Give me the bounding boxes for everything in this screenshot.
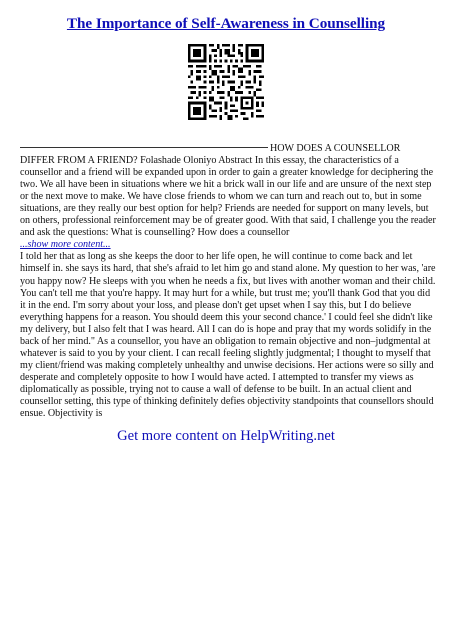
helpwriting-link[interactable]: Get more content on HelpWriting.net	[117, 428, 335, 444]
abstract-text: HOW DOES A COUNSELLOR DIFFER FROM A FRIEND? Folashade Oloniyo Abstract In this essay, the characteristics of a counsellor and a friend will be expanded upon in order to gain a greater knowledge for deciphering the two. We all have been in situations where we hit a brick wall in our life and are unsure of the next step or the next move to make. We have close friends to whom we can turn and reach out to, but in some situations, are they really our best option for help? Friends are needed for support on many levels, but on others, professional reinforcement may be of greater good. With that said, I challenge you the reader and ask the questions: What is counselling? How does a counsellor	[20, 143, 436, 239]
qr-code-icon	[188, 44, 264, 120]
continued-text: I told her that as long as she keeps the door to her life open, he will continue to come back and let himself in. she says its hard, that she's afraid to let him go and stand alone. My question to her was, 'are you happy now? He sleeps with you when he needs a fix, but lives with another woman and their child. You can't tell me that you're happy. It may hurt for a while, but trust me; you'll thank God that you did it in the end. I'm sorry about your loss, and please don't get upset when I say this, but I do believe everything happens for a reason. You should deem this your second chance.' I could feel she didn't like my delivery, but I also felt that I was heard. All I can do is hope and pray that my words solidify in the back of her mind." As a counsellor, you have an obligation to remain objective and non–judgmental at whatever is said to you by your client. I can recall feeling slightly judgmental; I thought to myself that my client/friend was making completely unhealthy and unwise decisions. Her actions were so silly and desperate and completely opposite to how I would have acted. I attempted to transfer my views as diplomatically as possible, trying not to cause a wall of defense to be built. In an actual client and counsellor setting, this type of thinking definitely defies objectivity standpoints that counsellors should ensue. Objectivity is	[20, 251, 436, 420]
document-title[interactable]: The Importance of Self-Awareness in Counselling	[66, 15, 386, 32]
horizontal-rule	[20, 147, 268, 148]
essay-excerpt	[20, 143, 436, 420]
show-more-link[interactable]: ...show more content...	[20, 239, 111, 251]
